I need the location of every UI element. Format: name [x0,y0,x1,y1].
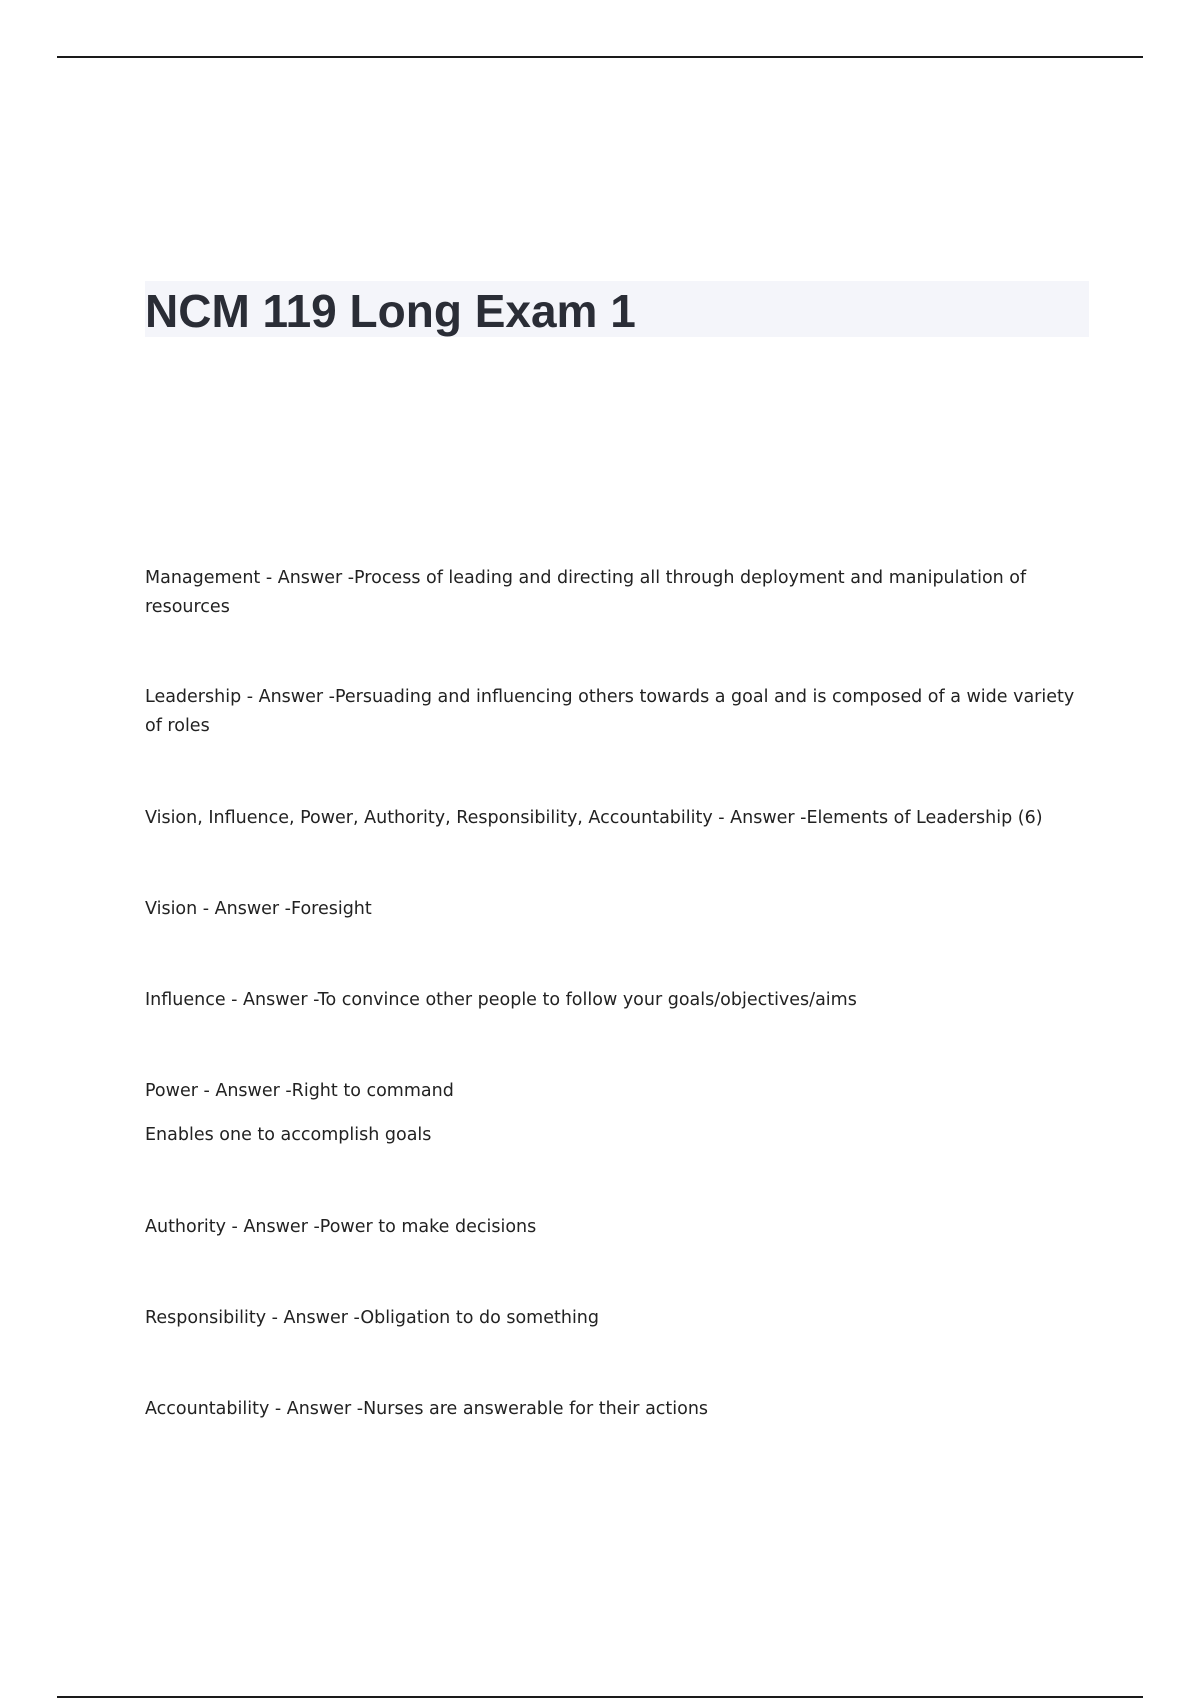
qa-entry-accountability [145,1395,1075,1424]
qa-entry-management [145,564,1075,622]
qa-entry-responsibility [145,1304,1075,1333]
document-title: NCM 119 Long Exam 1 [145,285,636,337]
qa-text: Influence - Answer -To convince other people to follow your goals/objectives/aims [145,990,857,1010]
qa-text: Power - Answer -Right to command [145,1081,454,1101]
qa-entry-elements-of-leadership [145,804,1075,833]
qa-entry-influence [145,986,1075,1015]
qa-text: Vision, Influence, Power, Authority, Responsibility, Accountability - Answer -Elements of Leadership (6) [145,808,1043,828]
qa-text: Authority - Answer -Power to make decisions [145,1217,537,1237]
top-rule [57,56,1143,58]
qa-text-continued: Enables one to accomplish goals [145,1125,432,1145]
qa-text: Leadership - Answer -Persuading and influencing others towards a goal and is composed of a wide variety of roles [145,687,1075,736]
qa-text: Management - Answer -Process of leading and directing all through deployment and manipulation of resources [145,568,1027,617]
qa-text: Responsibility - Answer -Obligation to do something [145,1308,600,1328]
qa-text: Vision - Answer -Foresight [145,899,372,919]
qa-text: Accountability - Answer -Nurses are answerable for their actions [145,1399,709,1419]
qa-entry-authority [145,1213,1075,1242]
qa-entry-power [145,1077,1075,1150]
qa-entry-vision [145,895,1075,924]
bottom-rule [57,1696,1143,1698]
qa-entry-leadership [145,683,1075,741]
